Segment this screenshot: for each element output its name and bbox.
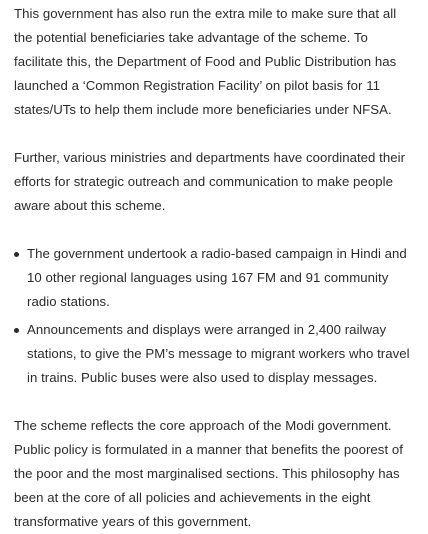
outreach-bullet-list xyxy=(14,242,414,390)
bullet-icon xyxy=(14,328,19,333)
paragraph-registration-facility: This government has also run the extra mile to make sure that all the potential beneficiaries take advantage of the scheme. To facilitate this, the Department of Food and Public Distribution has launched a ‘Common Registration Facility’ on pilot basis for 11 states/UTs to help them include more beneficiaries under NFSA. xyxy=(14,6,397,117)
list-item xyxy=(14,242,414,314)
paragraph-core-approach: The scheme reflects the core approach of the Modi government. Public policy is formulated in a manner that benefits the poorest of the poor and the most marginalised sections. This philosophy has been at the core of all policies and achievements in the eight transformative years of this government. xyxy=(14,418,403,529)
bullet-icon xyxy=(14,252,19,257)
bullet-text-radio-campaign: The government undertook a radio-based campaign in Hindi and 10 other regional languages using 167 FM and 91 community radio stations. xyxy=(27,246,407,309)
list-item xyxy=(14,318,414,390)
bullet-text-railway-announcements: Announcements and displays were arranged in 2,400 railway stations, to give the PM’s message to migrant workers who travel in trains. Public buses were also used to display messages. xyxy=(27,322,410,385)
paragraph-outreach: Further, various ministries and departments have coordinated their efforts for strategic outreach and communication to make people aware about this scheme. xyxy=(14,150,406,213)
